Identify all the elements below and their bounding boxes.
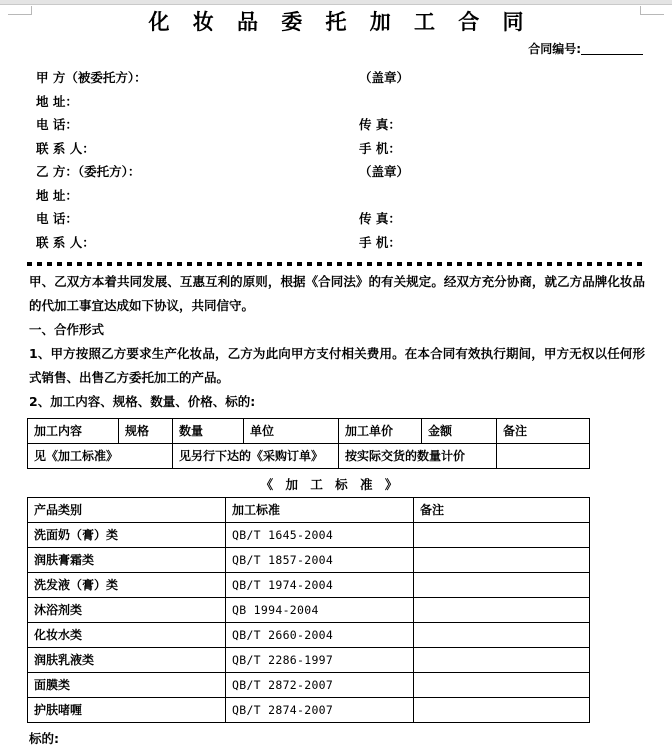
table-cell-price: 按实际交货的数量计价: [339, 444, 497, 469]
table-cell-content: 见《加工标准》: [28, 444, 173, 469]
contract-number-label: 合同编号:: [528, 42, 581, 57]
table-header-cell: 备注: [414, 498, 590, 523]
party-field-label: 电 话：: [36, 117, 78, 133]
table-cell-category: 润肤膏霜类: [28, 548, 226, 573]
table-cell-standard: QB/T 2874-2007: [226, 698, 414, 723]
party-field-label: 传 真：: [359, 117, 401, 133]
party-field-label: 地 址：: [36, 93, 78, 109]
party-field-label: （盖章）: [359, 70, 410, 86]
party-field-label: （盖章）: [359, 164, 410, 180]
clause-1-paragraph: 1、甲方按照乙方要求生产化妆品，乙方为此向甲方支付相关费用。在本合同有效执行期间，甲方无权以任何形式销售、出售乙方委托加工的产品。: [29, 346, 645, 386]
party-field-label: 传 真：: [359, 211, 401, 227]
table-cell-remark: [497, 444, 590, 469]
contract-number-field: [27, 40, 645, 57]
table-cell-category: 洗面奶（膏）类: [28, 523, 226, 548]
table-header-cell: 加工单价: [339, 419, 422, 444]
table-cell-category: 化妆水类: [28, 623, 226, 648]
party-field-label: 甲 方（被委托方）：: [36, 70, 147, 86]
table-header-cell: 数量: [173, 419, 244, 444]
party-field-label: 联 系 人：: [36, 234, 95, 250]
table-header-cell: 单位: [244, 419, 339, 444]
section-one-heading: 一、合作形式: [29, 322, 105, 338]
table-cell-standard: QB/T 1857-2004: [226, 548, 414, 573]
table-cell-standard: QB/T 1974-2004: [226, 573, 414, 598]
party-row: [27, 137, 645, 161]
table-cell-category: 润肤乳液类: [28, 648, 226, 673]
table-header-cell: 备注: [497, 419, 590, 444]
table-row: [28, 698, 590, 723]
table-row: [28, 419, 590, 444]
table-cell-remark: [414, 698, 590, 723]
table-row: [28, 444, 590, 469]
party-field-label: 联 系 人：: [36, 140, 95, 156]
table-row: [28, 623, 590, 648]
table-row: [28, 498, 590, 523]
party-row: [27, 231, 645, 255]
table-cell-remark: [414, 673, 590, 698]
table-row: [28, 598, 590, 623]
table-cell-remark: [414, 548, 590, 573]
party-row: [27, 66, 645, 90]
table-cell-category: 沐浴剂类: [28, 598, 226, 623]
table-cell-quantity: 见另行下达的《采购订单》: [173, 444, 339, 469]
table-row: [28, 573, 590, 598]
dotted-separator: [27, 261, 645, 266]
standards-table-heading: 《 加 工 标 准 》: [260, 477, 402, 493]
table-cell-remark: [414, 598, 590, 623]
table-cell-category: 面膜类: [28, 673, 226, 698]
table-cell-remark: [414, 523, 590, 548]
party-field-label: 手 机：: [359, 140, 401, 156]
table-cell-remark: [414, 648, 590, 673]
table-row: [28, 523, 590, 548]
table-cell-standard: QB/T 2660-2004: [226, 623, 414, 648]
table-cell-remark: [414, 573, 590, 598]
party-field-label: 手 机：: [359, 234, 401, 250]
table-header-cell: 加工标准: [226, 498, 414, 523]
table-cell-standard: QB/T 1645-2004: [226, 523, 414, 548]
subject-matter-label: 标的:: [29, 731, 59, 747]
table-cell-category: 洗发液（膏）类: [28, 573, 226, 598]
party-information-block: [27, 66, 645, 254]
party-row: [27, 207, 645, 231]
table-row: [28, 548, 590, 573]
table-cell-remark: [414, 623, 590, 648]
table-cell-category: 护肤啫喱: [28, 698, 226, 723]
party-row: [27, 160, 645, 184]
table-header-cell: 产品类别: [28, 498, 226, 523]
preamble-paragraph: 甲、乙双方本着共同发展、互惠互利的原则，根据《合同法》的有关规定。经双方充分协商，就乙方品牌化妆品的代加工事宜达成如下协议，共同信守。: [29, 274, 645, 314]
processing-standards-table: [27, 497, 590, 723]
goods-specification-table: [27, 418, 590, 469]
table-cell-standard: QB/T 2872-2007: [226, 673, 414, 698]
party-field-label: 乙 方：（委托方）：: [36, 164, 141, 180]
party-field-label: [359, 184, 645, 208]
page-title: 化 妆 品 委 托 加 工 合 同: [148, 10, 533, 34]
contract-number-blank[interactable]: [581, 54, 643, 55]
table-cell-standard: QB 1994-2004: [226, 598, 414, 623]
party-row: [27, 184, 645, 208]
clause-2-heading: 2、加工内容、规格、数量、价格、标的:: [29, 394, 256, 410]
party-field-label: 电 话：: [36, 211, 78, 227]
party-row: [27, 90, 645, 114]
party-field-label: 地 址：: [36, 187, 78, 203]
party-field-label: [359, 90, 645, 114]
table-row: [28, 673, 590, 698]
table-row: [28, 648, 590, 673]
table-header-cell: 规格: [119, 419, 173, 444]
table-header-cell: 加工内容: [28, 419, 119, 444]
party-row: [27, 113, 645, 137]
table-header-cell: 金额: [422, 419, 497, 444]
table-cell-standard: QB/T 2286-1997: [226, 648, 414, 673]
